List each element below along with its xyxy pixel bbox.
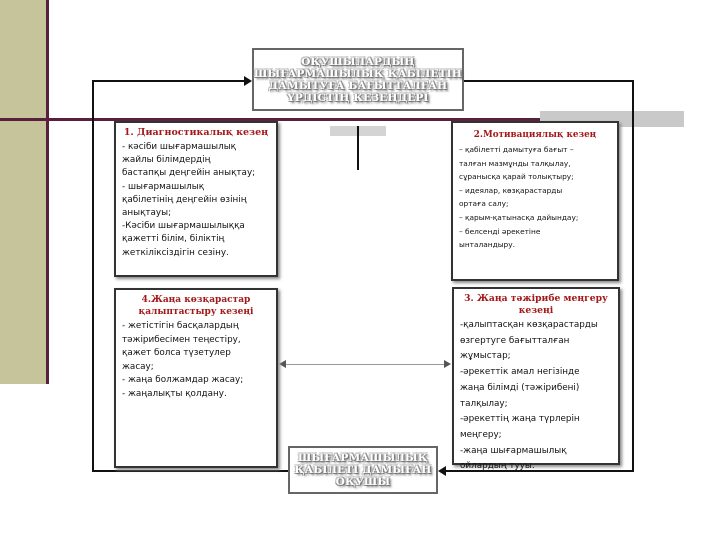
stage-new-experience-heading: 3. Жаңа тәжірибе меңгеру кезеңі bbox=[464, 293, 608, 316]
connector-right-top bbox=[464, 80, 634, 82]
connector-left-vertical bbox=[92, 80, 94, 472]
stage-diagnostic-box bbox=[114, 121, 278, 277]
diagram-title: ОҚУШЫЛАРДЫҢ ШЫҒАРМАШЫЛЫҚ ҚАБІЛЕТІН ДАМЫТУҒА БАҒЫТТАЛҒАН ҮРДІСТІҢ КЕЗЕҢДЕРІ bbox=[254, 55, 462, 104]
connector-center-vertical bbox=[357, 126, 359, 170]
arrow-into-bottom-right bbox=[438, 466, 446, 476]
stage-motivation-body: – қабілетті дамытуға бағыт – талған мазмұнды талқылау, сұранысқа қарай толықтыру; – идеялар, көзқарастарды ортаға салу; – қарым-қатынасқа дайындау; – белсенді әрекетіне ынталандыру. bbox=[459, 145, 579, 250]
arrow-into-stage3 bbox=[444, 360, 451, 368]
stage-diagnostic-heading: 1. Диагностикалық кезең bbox=[123, 127, 269, 138]
stage-new-views-heading: 4.Жаңа көзқарастар қалыптастыру кезеңі bbox=[138, 295, 254, 317]
stage-motivation-box bbox=[451, 121, 619, 281]
connector-hub-right bbox=[358, 364, 444, 365]
result-label: ШЫҒАРМАШЫЛЫҚ ҚАБІЛЕТІ ДАМЫҒАН ОҚУШЫ bbox=[294, 452, 432, 488]
slide-accent-bar bbox=[0, 0, 46, 384]
connector-left-top bbox=[92, 80, 246, 82]
arrow-into-title-left bbox=[244, 76, 252, 86]
stage-new-experience-body: -қалыптасқан көзқарастарды өзгертуге бағытталған жұмыстар; -әрекеттік амал негізінде жаңа білімді (тәжірибені) талқылау; -әрекеттің жаңа түрлерін меңгеру; -жаңа шығармашылық ойлардың тууы. bbox=[460, 320, 598, 472]
stage-new-views-body: - жетістігін басқалардың тәжірибесімен теңестіру, қажет болса түзетулер жасау; - жаңа болжамдар жасау; - жаңалықты қолдану. bbox=[122, 321, 244, 399]
stage-new-experience-box bbox=[452, 287, 620, 472]
arrow-into-stage4 bbox=[279, 360, 286, 368]
connector-hub-left bbox=[286, 364, 358, 365]
stage-diagnostic-body: - кәсіби шығармашылық жайлы білімдердің бастапқы деңгейін анықтау; - шығармашылық қабілетінің деңгейін өзінің анықтауы; -Кәсіби шығармашылыққа қажетті білім, біліктің жеткіліксіздігін сезіну. bbox=[122, 142, 256, 258]
result-box bbox=[288, 446, 438, 494]
connector-left-bottom bbox=[92, 470, 288, 472]
stage-motivation-heading: 2.Мотивациялық кезең bbox=[473, 130, 597, 140]
connector-right-vertical bbox=[632, 80, 634, 472]
slide-accent-vertical-line bbox=[46, 0, 49, 384]
stage-new-views-box bbox=[114, 288, 278, 468]
diagram-title-box bbox=[252, 48, 464, 111]
